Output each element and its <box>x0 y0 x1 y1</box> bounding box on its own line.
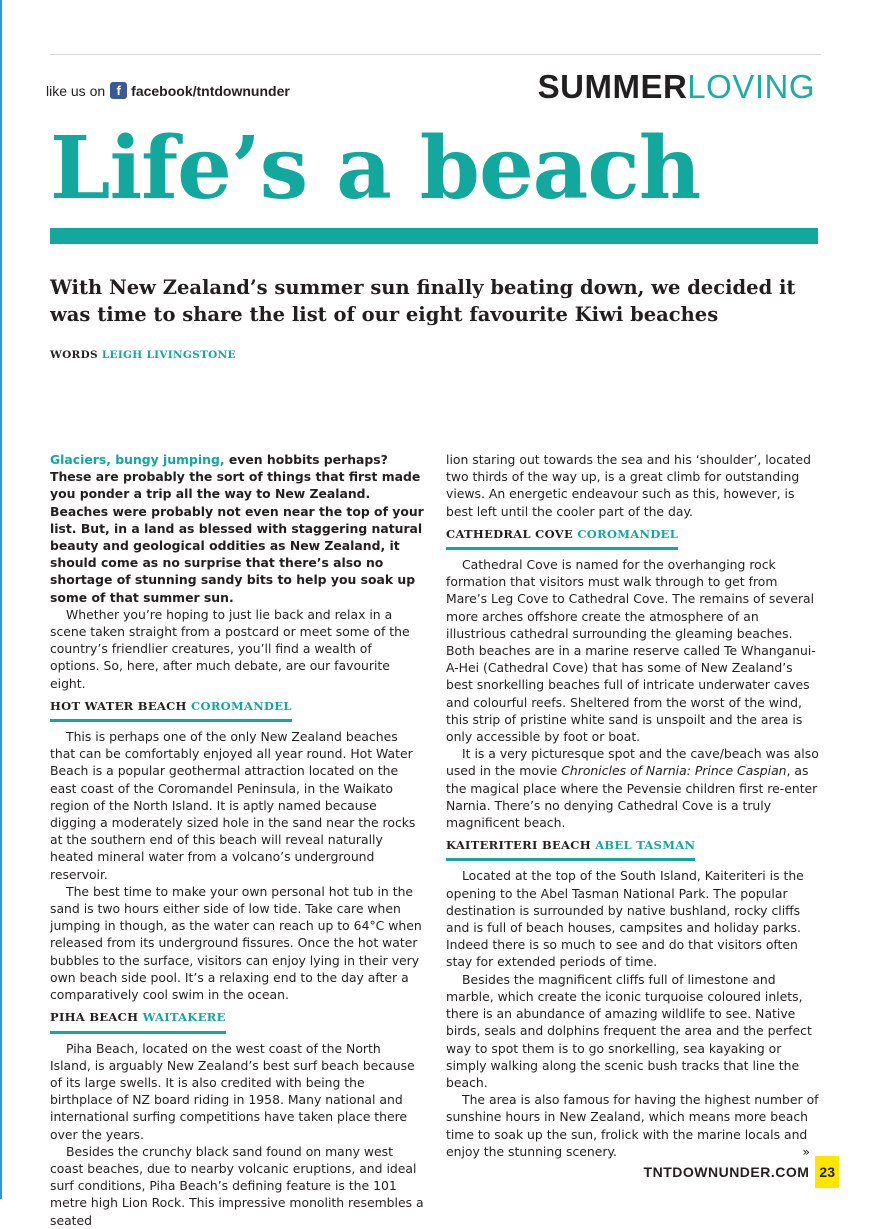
footer-site[interactable]: TNTDOWNUNDER.COM <box>643 1164 810 1180</box>
kaiteriteri-paragraph-3 <box>446 1091 820 1160</box>
subhead-kaiteriteri-beach <box>446 837 695 861</box>
byline-author: LEIGH LIVINGSTONE <box>101 349 236 361</box>
piha-paragraph-1: Piha Beach, located on the west coast of the North Island, is arguably New Zealand’s best surf beach because of its large swells. It is also credited with being the birthplace of NZ board riding in 1958. Many national and international surfing competitions have taken place there over the years. <box>50 1040 415 1142</box>
piha-paragraph-2-continued: lion staring out towards the sea and his ‘shoulder’, located two thirds of the way up, is a great climb for outstanding views. An energetic endeavour such as this, however, is best left until the cooler part of the day. <box>446 452 812 519</box>
cathedral-paragraph-2 <box>446 745 820 831</box>
facebook-icon: f <box>110 82 127 99</box>
intro-lead: Glaciers, bungy jumping, <box>50 452 225 467</box>
movie-title: Chronicles of Narnia: Prince Caspian <box>561 763 787 779</box>
hot-water-paragraph-1: This is perhaps one of the only New Zealand beaches that can be comfortably enjoyed all year round. Hot Water Beach is a popular geothermal attraction located on the east coast of the Coromandel Peninsula, in the Waikato region of the North Island. It is aptly named because digging a moderately sized hole in the sand near the rocks at the southern end of this beach will reveal naturally heated mineral water from a volcano’s underground reservoir. <box>50 729 416 882</box>
social-promo <box>46 82 290 99</box>
column-right <box>446 451 820 1160</box>
page-number: 23 <box>815 1156 839 1188</box>
facebook-link[interactable]: facebook/tntdownunder <box>131 82 290 99</box>
cathedral-p2-start: It is a very picturesque spot and the cave/beach was also used in the movie <box>446 746 819 779</box>
section-label-teal: LOVING <box>687 68 815 105</box>
byline-label: WORDS <box>50 349 98 361</box>
social-prefix: like us on <box>46 82 106 99</box>
subhead-region: COROMANDEL <box>577 526 679 541</box>
section-label-dark: SUMMER <box>537 68 688 105</box>
subhead-name: KAITERITERI BEACH <box>446 838 591 853</box>
subhead-name: CATHEDRAL COVE <box>446 526 574 541</box>
column-left <box>50 451 424 1229</box>
cathedral-p2-end: , as the magical place where the Pevensie children first re-enter Narnia. There’s no denying Cathedral Cove is a truly magnificent beach. <box>446 763 818 831</box>
intro-paragraph <box>50 451 424 606</box>
subhead-name: PIHA BEACH <box>50 1010 139 1025</box>
subhead-region: COROMANDEL <box>191 698 292 713</box>
subhead-piha-beach <box>50 1009 226 1033</box>
subhead-cathedral-cove <box>446 526 678 550</box>
kaiteriteri-paragraph-2: Besides the magnificent cliffs full of limestone and marble, which create the iconic turquoise coloured inlets, there is an abundance of amazing wildlife to see. Native birds, seals and dolphins frequent the area and the perfect way to spot them is to go snorkelling, sea kayaking or simply walking along the scenic bush tracks that line the beach. <box>446 971 812 1090</box>
subhead-region: WAITAKERE <box>142 1010 226 1025</box>
page-footer <box>644 1156 839 1188</box>
page-edge-rule <box>0 0 2 1199</box>
hot-water-paragraph-2: The best time to make your own personal hot tub in the sand is two hours either side of low tide. Take care when jumping in though, as the water can reach up to 64°C when released from its underground fissures. Once the hot water bubbles to the surface, visitors can enjoy lying in their very own beach side pool. It’s a relaxing end to the day after a comparatively cool swim in the ocean. <box>50 883 422 1003</box>
standfirst: With New Zealand’s summer sun finally beating down, we decided it was time to share the list of our eight favourite Kiwi beaches <box>50 276 796 326</box>
piha-paragraph-2: Besides the crunchy black sand found on many west coast beaches, due to nearby volcanic eruptions, and ideal surf conditions, Piha Beach’s defining feature is the 101 metre high Lion Rock. This impressive monolith resembles a seated <box>50 1143 424 1228</box>
subhead-region: ABEL TASMAN <box>595 838 696 853</box>
section-label <box>538 68 815 106</box>
cathedral-paragraph-1: Cathedral Cove is named for the overhanging rock formation that visitors must walk through to get from Mare’s Leg Cove to Cathedral Cove. The remains of several more arches offshore create the atmosphere of an illustrious cathedral surrounding the gleaming beaches. Both beaches are in a marine reserve called Te Whanganui-A-Hei (Cathedral Cove) that has some of New Zealand’s best snorkelling beaches full of intricate underwater caves and colourful reefs. Sheltered from the worst of the wind, this strip of pristine white sand is unspoilt and the area is only accessible by foot or boat. <box>446 557 816 745</box>
byline <box>50 349 236 361</box>
article-title: Life’s a beach <box>50 118 701 219</box>
subhead-name: HOT WATER BEACH <box>50 698 187 713</box>
kaiteriteri-paragraph-1: Located at the top of the South Island, Kaiteriteri is the opening to the Abel Tasman National Park. The popular destination is surrounded by native bushland, rocky cliffs and is full of beach houses, campsites and holiday parks. Indeed there is so much to see and do that visitors often stay for extended periods of time. <box>446 868 804 970</box>
kaiteriteri-p3-text: The area is also famous for having the highest number of sunshine hours in New Zealand, which means more beach time to soak up the sun, frolick with the marine locals and enjoy the stunning scenery. <box>446 1092 819 1159</box>
intro-paragraph-2: Whether you’re hoping to just lie back and relax in a scene taken straight from a postcard or meet some of the country’s friendlier creatures, you’ll find a wealth of options. So, here, after much debate, are our favourite eight. <box>50 606 410 691</box>
intro-rest: even hobbits perhaps? These are probably the sort of things that first made you ponder a trip all the way to New Zealand. Beaches were probably not even near the top of your list. But, in a land as blessed with staggering natural beauty and geological oddities as New Zealand, it should come as no surprise that there’s also no shortage of stunning sandy bits to help you soak up some of that summer sun. <box>50 452 424 605</box>
title-underline-bar <box>50 228 818 244</box>
top-divider <box>50 54 821 55</box>
continue-arrow-icon: » <box>802 1143 810 1159</box>
subhead-hot-water-beach <box>50 698 292 722</box>
